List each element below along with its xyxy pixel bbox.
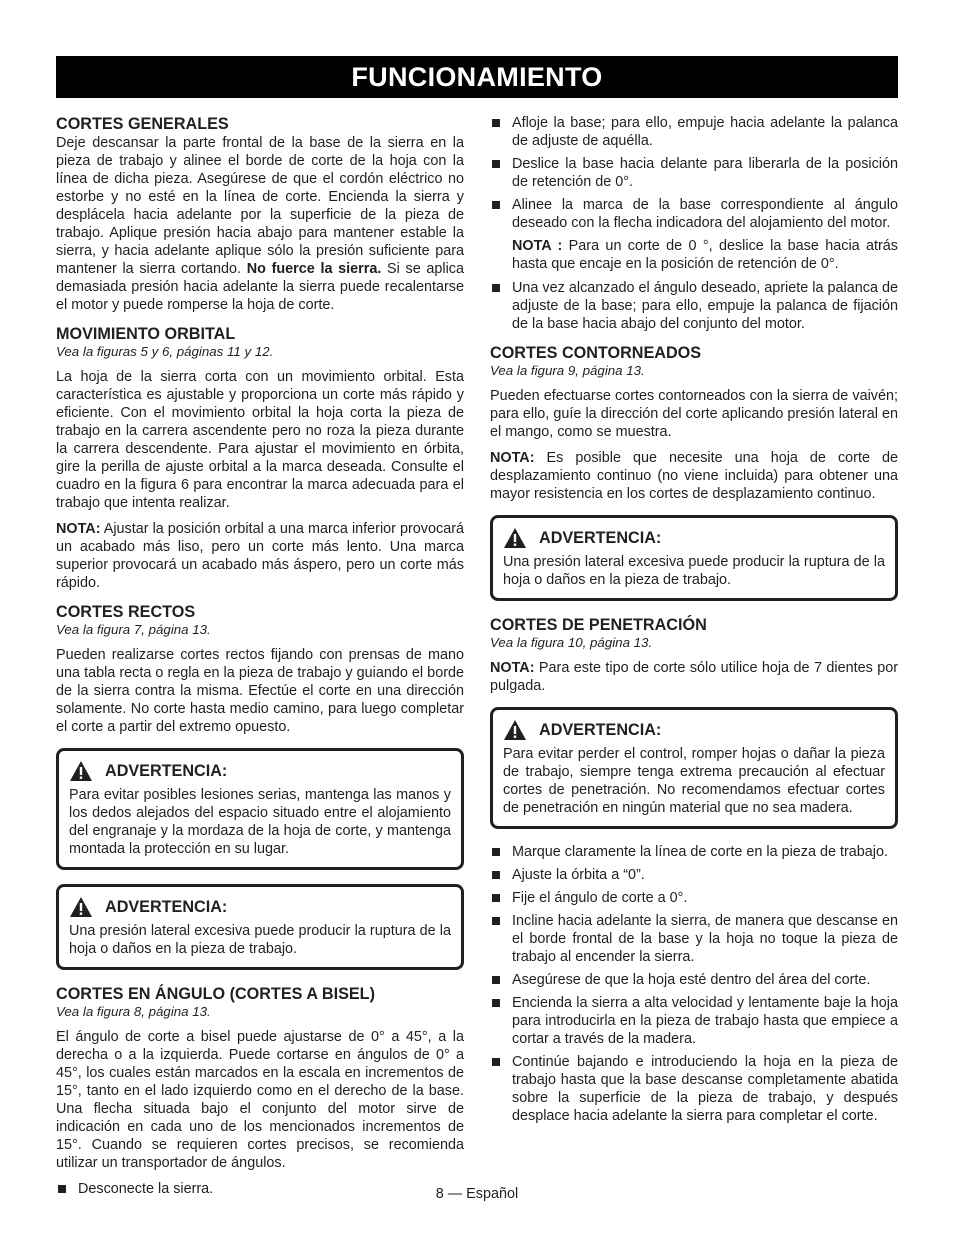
square-bullet-icon xyxy=(492,284,500,292)
list-item: Asegúrese de que la hoja esté dentro del área del corte. xyxy=(490,971,898,989)
warning-triangle-icon xyxy=(503,719,527,741)
paragraph-cortes-en-angulo: El ángulo de corte a bisel puede ajustarse de 0° a 45°, a la derecha o a la izquierda. Puede cortarse en ángulos de 0° a 45°, los cuales están marcados en la escala en incrementos de 15°, tanto en el lado izquierdo como en el derecho de la base. Una flecha situada bajo el conjunto del motor sirve de indicación en cada uno de los mencionados incrementos de 15°. Cuando se requieren cortes precisos, se recomienda utilizar un transportador de ángulos. xyxy=(56,1029,464,1171)
warning-box xyxy=(490,515,898,601)
paragraph-cortes-contorneados: Pueden efectuarse cortes contorneados con la sierra de vaivén; para ello, guíe la dirección del corte aplicando presión lateral en el mango, como se muestra. xyxy=(490,388,898,440)
list-item: Afloje la base; para ello, empuje hacia adelante la palanca de adjuste de aquélla. xyxy=(490,114,898,150)
left-column xyxy=(56,114,464,1203)
list-item: Deslice la base hacia delante para liberarla de la posición de retención de 0°. xyxy=(490,155,898,191)
warning-text: Una presión lateral excesiva puede producir la ruptura de la hoja o daños en la pieza de trabajo. xyxy=(69,923,451,957)
square-bullet-icon xyxy=(492,201,500,209)
list-item: Desconecte la sierra. xyxy=(56,1180,464,1198)
square-bullet-icon xyxy=(492,871,500,879)
right-column xyxy=(490,114,898,1130)
warning-box xyxy=(56,748,464,870)
section-heading-cortes-generales: CORTES GENERALES xyxy=(56,115,229,133)
square-bullet-icon xyxy=(492,917,500,925)
bullet-list xyxy=(490,843,898,1125)
note-movimiento-orbital: NOTA: Ajustar la posición orbital a una marca inferior provocará un acabado más liso, pero un corte más lento. Una marca superior provocará un acabado más áspero, pero un corte más rápido. xyxy=(56,521,464,591)
note-cortes-de-penetracion: NOTA: Para este tipo de corte sólo utilice hoja de 7 dientes por pulgada. xyxy=(490,660,898,694)
list-item: Incline hacia adelante la sierra, de manera que descanse en el borde frontal de la base y la hoja no toque la pieza de trabajo al encender la sierra. xyxy=(490,912,898,966)
page-title: FUNCIONAMIENTO xyxy=(56,56,898,98)
square-bullet-icon xyxy=(492,119,500,127)
section-heading-cortes-rectos: CORTES RECTOS xyxy=(56,603,196,621)
warning-box xyxy=(490,707,898,829)
warning-header xyxy=(69,896,451,918)
list-item: Continúe bajando e introduciendo la hoja en la pieza de trabajo hasta que la base descanse completamente abatida sobre la superficie de la pieza de trabajo, y después desplace hacia adelante la sierra para completar el corte. xyxy=(490,1053,898,1125)
warning-header xyxy=(503,527,885,549)
list-item: Alinee la marca de la base correspondiente al ángulo deseado con la flecha indicadora del alojamiento del motor. xyxy=(490,196,898,232)
figure-reference: Vea la figura 7, página 13. xyxy=(56,622,211,637)
warning-header xyxy=(503,719,885,741)
square-bullet-icon xyxy=(492,1058,500,1066)
square-bullet-icon xyxy=(492,976,500,984)
warning-text: Para evitar posibles lesiones serias, mantenga las manos y los dedos alejados del espacio situado entre el alojamiento del engranaje y la mordaza de la hoja de corte, y mantenga montada la protección en su lugar. xyxy=(69,787,451,857)
paragraph-cortes-rectos: Pueden realizarse cortes rectos fijando con prensas de mano una tabla recta o regla en la pieza de trabajo y guiando el borde de la sierra contra la misma. Efectúe el corte en una dirección solamente. No corte hasta medio camino, para luego completar el corte a partir del extremo opuesto. xyxy=(56,647,464,735)
square-bullet-icon xyxy=(492,848,500,856)
bullet-list xyxy=(490,114,898,232)
section-heading-cortes-en-angulo: CORTES EN ÁNGULO (CORTES A BISEL) xyxy=(56,985,375,1003)
warning-title: ADVERTENCIA: xyxy=(539,529,662,547)
warning-title: ADVERTENCIA: xyxy=(105,762,228,780)
figure-reference: Vea la figura 8, página 13. xyxy=(56,1004,211,1019)
warning-text: Una presión lateral excesiva puede producir la ruptura de la hoja o daños en la pieza de trabajo. xyxy=(503,554,885,588)
figure-reference: Vea la figura 9, página 13. xyxy=(490,363,645,378)
warning-text: Para evitar perder el control, romper hojas o dañar la pieza de trabajo, siempre tenga extrema precaución al efectuar cortes de penetración. No recomendamos efectuar cortes de penetración en ningún material que no sea madera. xyxy=(503,746,885,816)
note-cortes-contorneados: NOTA: Es posible que necesite una hoja de corte de desplazamiento continuo (no viene incluida) para obtener una mayor resistencia en los cortes de desplazamiento continuo. xyxy=(490,450,898,502)
paragraph-movimiento-orbital: La hoja de la sierra corta con un movimiento orbital. Esta característica es ajustable y proporciona un corte más rápido y eficiente. Con el movimiento orbital la hoja corta la pieza de trabajo en la carrera ascendente pero no roza la pieza durante la carrera descendente. Para ajustar el movimiento en órbita, gire la perilla de ajuste orbital a la marca deseada. Consulte el cuadro en la figura 6 para encontrar la marca adecuada para el trabajo que intenta realizar. xyxy=(56,369,464,511)
paragraph-cortes-generales: Deje descansar la parte frontal de la base de la sierra en la pieza de trabajo y alinee el borde de corte de la hoja con la línea de dicha pieza. Asegúrese de que el cordón eléctrico no estorbe y no esté en la línea de corte. Encienda la sierra y desplácela hacia adelante por la superficie de la pieza de trabajo. Aplique presión hacia abajo para mantener estable la sierra, y hacia adelante aplique sólo la presión suficiente para mantener la sierra cortando. No fuerce la sierra. Si se aplica demasiada presión hacia adelante la sierra puede recalentarse el motor y puede romperse la hoja de corte. xyxy=(56,135,464,313)
bullet-list xyxy=(490,279,898,333)
square-bullet-icon xyxy=(492,999,500,1007)
section-heading-cortes-contorneados: CORTES CONTORNEADOS xyxy=(490,344,702,362)
list-item: Ajuste la órbita a “0”. xyxy=(490,866,898,884)
section-heading-movimiento-orbital: MOVIMIENTO ORBITAL xyxy=(56,325,236,343)
warning-triangle-icon xyxy=(69,896,93,918)
warning-header xyxy=(69,760,451,782)
warning-box xyxy=(56,884,464,970)
square-bullet-icon xyxy=(492,160,500,168)
warning-triangle-icon xyxy=(503,527,527,549)
list-item: Marque claramente la línea de corte en la pieza de trabajo. xyxy=(490,843,898,861)
section-heading-cortes-de-penetracion: CORTES DE PENETRACIÓN xyxy=(490,616,707,634)
figure-reference: Vea la figuras 5 y 6, páginas 11 y 12. xyxy=(56,344,274,359)
list-item: Una vez alcanzado el ángulo deseado, apriete la palanca de adjuste de la base; para ello, empuje la palanca de fijación de la base hacia abajo del conjunto del motor. xyxy=(490,279,898,333)
note-retencion: NOTA : Para un corte de 0 °, deslice la base hacia atrás hasta que encaje en la posición de retención de 0°. xyxy=(512,238,898,272)
page-footer: 8 — Español xyxy=(435,1186,519,1202)
warning-triangle-icon xyxy=(69,760,93,782)
list-item: Fije el ángulo de corte a 0°. xyxy=(490,889,898,907)
figure-reference: Vea la figura 10, página 13. xyxy=(490,635,653,650)
warning-title: ADVERTENCIA: xyxy=(539,721,662,739)
warning-title: ADVERTENCIA: xyxy=(105,898,228,916)
list-item: Encienda la sierra a alta velocidad y lentamente baje la hoja para introducirla en la pieza de trabajo hasta que empiece a cortar a través de la madera. xyxy=(490,994,898,1048)
square-bullet-icon xyxy=(492,894,500,902)
